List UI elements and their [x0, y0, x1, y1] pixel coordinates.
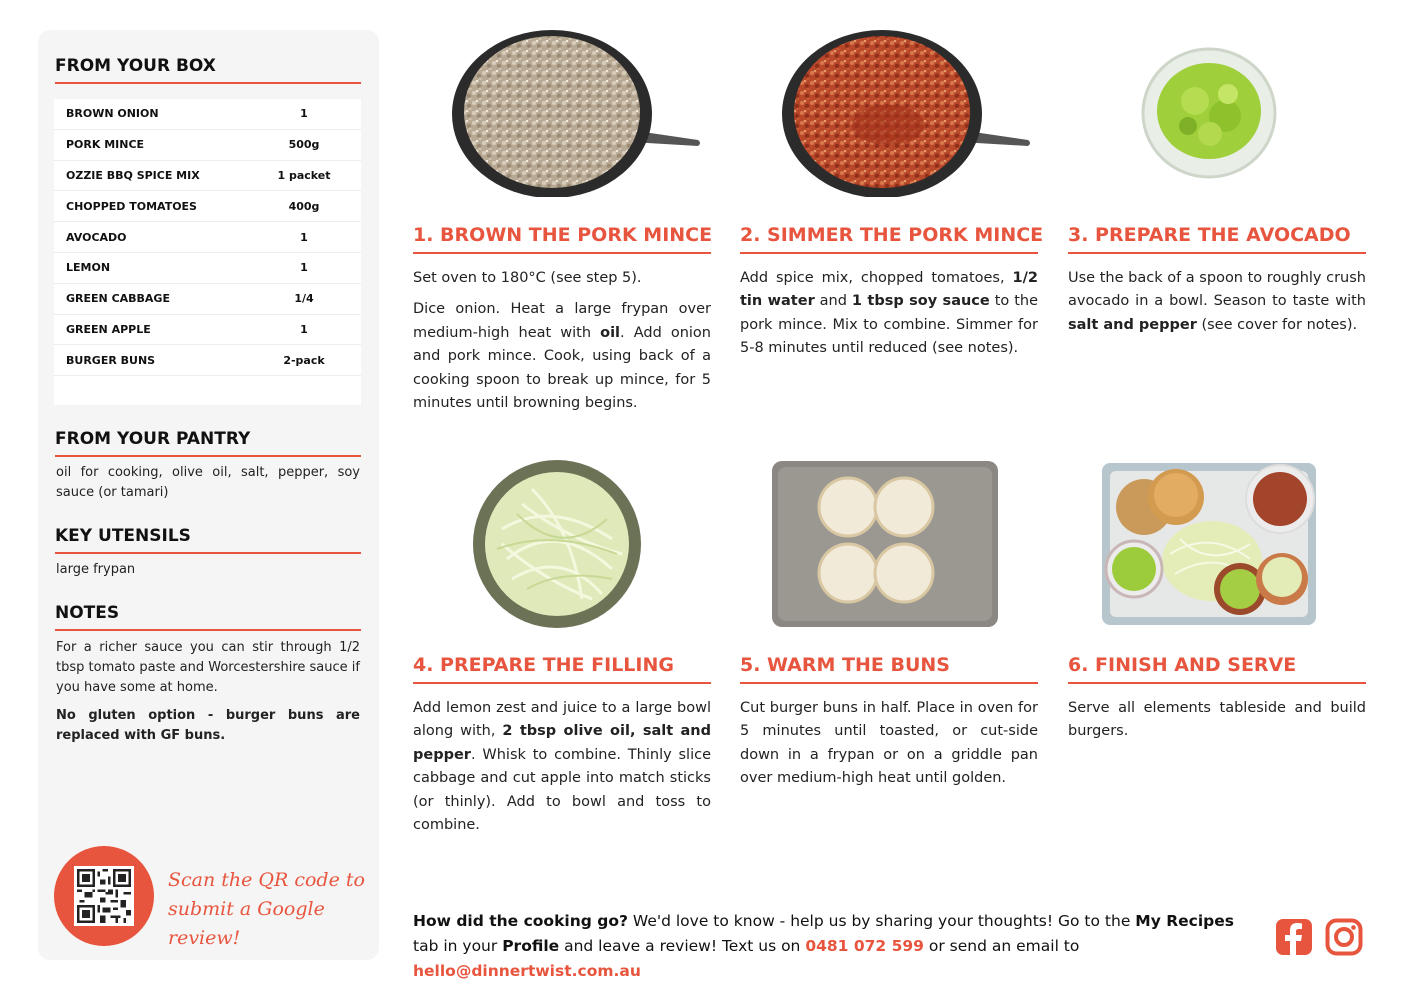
- step-text: . Whisk to combine. Thinly slice cabbage and cut apple into match sticks (or thinly). Add to bowl and toss to combine.: [413, 746, 711, 834]
- qr-caption: [168, 866, 368, 953]
- ingredient-name: PORK MINCE: [66, 138, 145, 152]
- step-2-body: [740, 267, 1038, 361]
- ingredient-qty: 2-pack: [283, 353, 325, 367]
- pantry-text: oil for cooking, olive oil, salt, pepper, soy sauce (or tamari): [56, 465, 360, 500]
- step-2: [740, 224, 1044, 369]
- buns-on-tray-image: [770, 459, 1000, 629]
- ingredient-name: GREEN CABBAGE: [66, 292, 170, 306]
- step-paragraph: [413, 697, 711, 837]
- step-2-title: 2. SIMMER THE PORK MINCE: [740, 224, 1038, 254]
- ingredient-row: [54, 161, 361, 192]
- ingredient-name: BROWN ONION: [66, 107, 159, 121]
- step-text: to the pork mince. Mix to combine. Simmer for 5-8 minutes until reduced (see notes).: [740, 293, 1038, 357]
- utensils-text: large frypan: [56, 562, 136, 577]
- step-6: [1068, 654, 1366, 752]
- qr-caption-line-1: Scan the QR code to: [168, 869, 365, 891]
- facebook-icon[interactable]: [1275, 918, 1313, 956]
- step-text: Cut burger buns in half. Place in oven for 5 minutes until toasted, or cut-side down in a frypan or on a griddle pan over medium-high heat until golden.: [740, 700, 1038, 787]
- ingredient-qty: 500g: [288, 138, 320, 152]
- simmer-mince-pan-image: [780, 30, 1032, 197]
- cabbage-slaw-bowl-image: [472, 459, 642, 629]
- step-3-body: [1068, 267, 1366, 337]
- step-text: Use the back of a spoon to roughly crush avocado in a bowl. Season to taste with: [1068, 270, 1366, 310]
- brown-mince-pan-image: [452, 30, 704, 197]
- step-paragraph: [740, 267, 1038, 361]
- step-3-title: 3. PREPARE THE AVOCADO: [1068, 224, 1366, 254]
- step-paragraph: [413, 267, 711, 290]
- step-5: [740, 654, 1038, 799]
- ingredient-row: [54, 130, 361, 161]
- footer-question: How did the cooking go?: [413, 912, 628, 930]
- ingredient-qty: 1: [300, 322, 308, 336]
- step-6-body: [1068, 697, 1366, 744]
- ingredient-name: GREEN APPLE: [66, 322, 151, 336]
- my-recipes-link[interactable]: My Recipes: [1135, 912, 1234, 930]
- ingredient-name: AVOCADO: [66, 230, 127, 244]
- profile-link[interactable]: Profile: [502, 937, 560, 955]
- ingredient-row: [54, 253, 361, 284]
- step-5-title: 5. WARM THE BUNS: [740, 654, 1038, 684]
- ingredients-sidebar: [38, 30, 379, 960]
- step-text-bold: salt and pepper: [1068, 316, 1197, 333]
- email-link[interactable]: hello@dinnertwist.com.au: [413, 962, 641, 980]
- qr-caption-line-2: submit a Google review!: [168, 898, 325, 949]
- ingredient-name: LEMON: [66, 261, 111, 275]
- step-text: . Add onion and pork mince. Cook, using back of a cooking spoon to break up mince, for 5 minutes until browning begins.: [413, 324, 711, 412]
- ingredient-name: OZZIE BBQ SPICE MIX: [66, 168, 200, 182]
- ingredient-qty: 1/4: [294, 292, 314, 306]
- footer-text-2: tab in your: [413, 937, 503, 955]
- ingredient-row: [54, 99, 361, 130]
- ingredient-name: BURGER BUNS: [66, 353, 156, 367]
- step-text-bold: oil: [600, 324, 621, 341]
- ingredient-row: [54, 315, 361, 346]
- step-paragraph: [413, 298, 711, 415]
- ingredient-name: CHOPPED TOMATOES: [66, 199, 197, 213]
- step-3: [1068, 224, 1366, 345]
- notes-text: For a richer sauce you can stir through 1/2 tbsp tomato paste and Worcestershire sauce if you have some at home.: [56, 640, 360, 695]
- ingredient-row: [54, 284, 361, 315]
- review-footer: [413, 909, 1263, 984]
- ingredient-qty: 1: [300, 261, 308, 275]
- notes-title: NOTES: [55, 603, 361, 631]
- notes-gluten-text: No gluten option - burger buns are replaced with GF buns.: [56, 708, 360, 743]
- step-text: Set oven to 180°C (see step 5).: [413, 270, 642, 286]
- step-text: Serve all elements tableside and build burgers.: [1068, 700, 1366, 740]
- step-4: [413, 654, 711, 845]
- step-text: and: [814, 293, 852, 310]
- step-4-body: [413, 697, 711, 837]
- ingredient-qty: 1: [300, 230, 308, 244]
- ingredient-row: [54, 222, 361, 253]
- ingredient-row: [54, 345, 361, 376]
- from-your-box-title: FROM YOUR BOX: [55, 56, 361, 84]
- instagram-icon[interactable]: [1325, 918, 1363, 956]
- step-text-bold: 1/2 tin water: [740, 270, 1038, 310]
- ingredient-qty: 400g: [288, 199, 320, 213]
- phone-number-link[interactable]: 0481 072 599: [805, 937, 924, 955]
- step-paragraph: [1068, 267, 1366, 337]
- step-5-body: [740, 697, 1038, 791]
- step-1: [413, 224, 711, 423]
- key-utensils-title: KEY UTENSILS: [55, 526, 361, 554]
- step-4-title: 4. PREPARE THE FILLING: [413, 654, 711, 684]
- step-6-title: 6. FINISH AND SERVE: [1068, 654, 1366, 684]
- step-text: (see cover for notes).: [1196, 316, 1358, 333]
- footer-text-1: We'd love to know - help us by sharing your thoughts! Go to the: [627, 912, 1136, 930]
- footer-text-4: or send an email to: [923, 937, 1080, 955]
- ingredient-qty: 1: [300, 107, 308, 121]
- step-text-bold: 2 tbsp olive oil, salt and pepper: [413, 723, 711, 763]
- qr-badge[interactable]: [54, 846, 154, 946]
- finished-burgers-tray-image: [1100, 459, 1320, 629]
- step-text-bold: 1 tbsp soy sauce: [851, 293, 990, 310]
- step-1-body: [413, 267, 711, 415]
- qr-code-icon[interactable]: [74, 866, 134, 926]
- footer-text-3: and leave a review! Text us on: [559, 937, 806, 955]
- step-text: Dice onion. Heat a large frypan over medium-high heat with: [413, 301, 711, 341]
- from-your-pantry-title: FROM YOUR PANTRY: [55, 429, 361, 457]
- avocado-bowl-image: [1140, 46, 1280, 182]
- ingredient-row: [54, 191, 361, 222]
- ingredients-table: [54, 99, 361, 405]
- step-text: Add spice mix, chopped tomatoes,: [740, 270, 1013, 286]
- ingredient-qty: 1 packet: [277, 168, 331, 182]
- step-paragraph: [1068, 697, 1366, 744]
- step-paragraph: [740, 697, 1038, 791]
- step-text: Add lemon zest and juice to a large bowl along with,: [413, 700, 711, 740]
- step-1-title: 1. BROWN THE PORK MINCE: [413, 224, 711, 254]
